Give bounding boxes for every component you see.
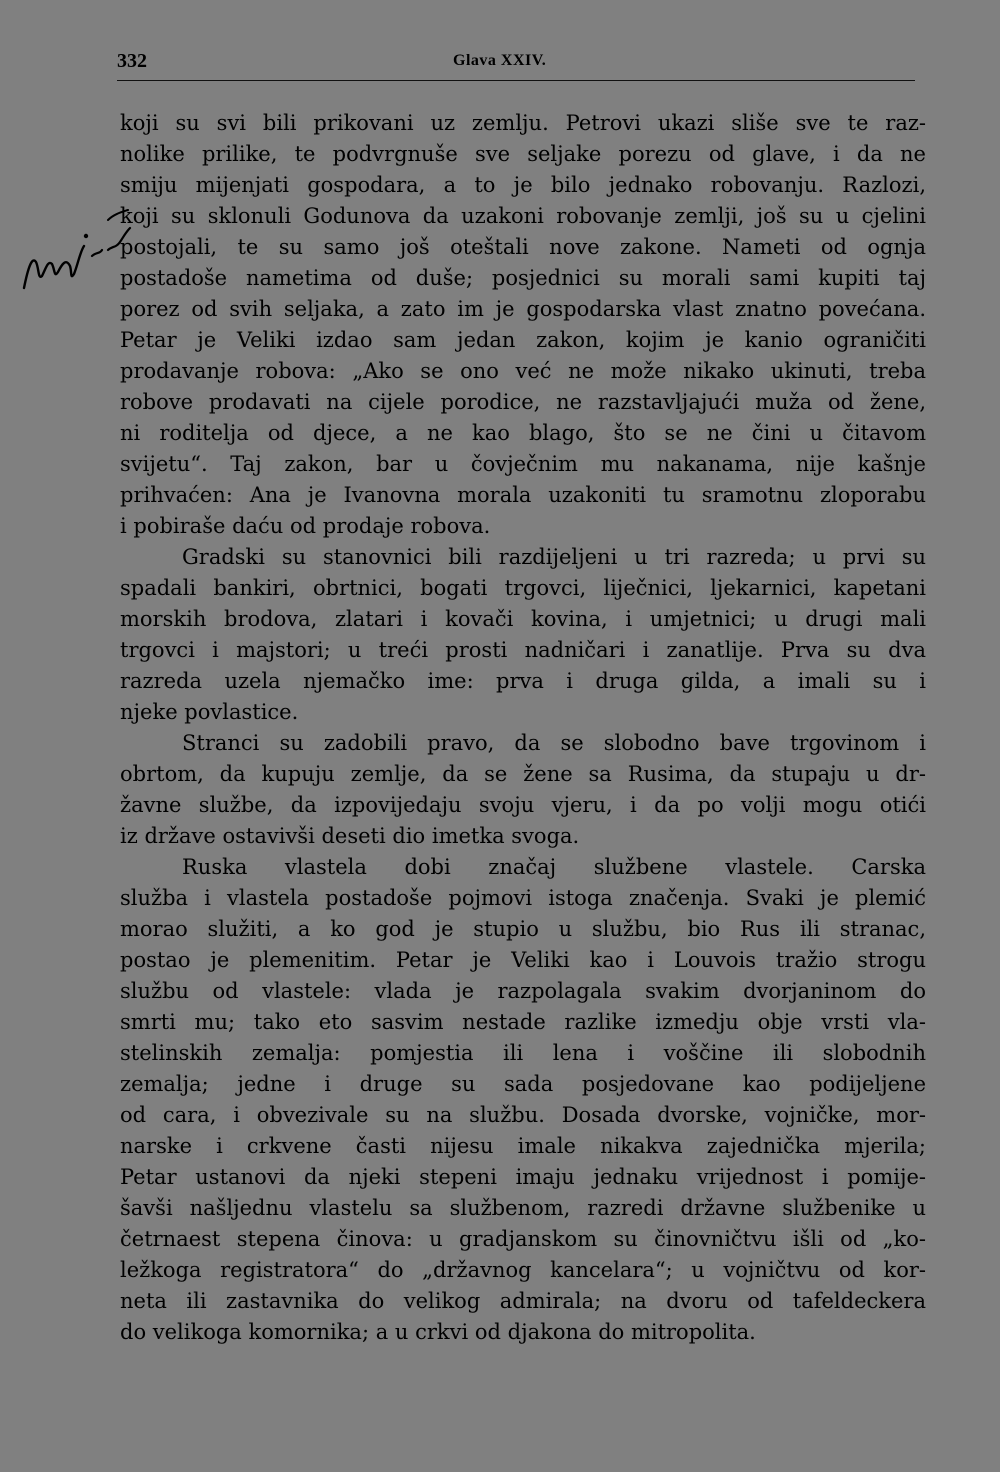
body-text [120, 108, 926, 1348]
text-line: obrtom, da kupuju zemlje, da se žene sa Rusima, da stupaju u dr- [120, 762, 926, 786]
text-line: službu od vlastele: vlada je razpolagala svakim dvorjaninom do [120, 979, 926, 1003]
page-number: 332 [117, 50, 147, 72]
text-line: postao je plemenitim. Petar je Veliki kao i Louvois tražio strogu [120, 948, 926, 972]
text-line: šavši našljednu vlastelu sa službenom, razredi državne službenike u [120, 1196, 926, 1220]
text-line: Petar ustanovi da njeki stepeni imaju jednaku vrijednost i pomije- [120, 1165, 926, 1189]
text-line: Petar je Veliki izdao sam jedan zakon, kojim je kanio ograničiti [120, 328, 926, 352]
text-line: narske i crkvene časti nijesu imale nikakva zajednička mjerila; [120, 1134, 926, 1158]
text-line: smrti mu; tako eto sasvim nestade razlike izmedju obje vrsti vla- [120, 1010, 926, 1034]
text-line: trgovci i majstori; u treći prosti nadničari i zanatlije. Prva su dva [120, 638, 926, 662]
text-line: Stranci su zadobili pravo, da se slobodno bave trgovinom i [182, 731, 926, 755]
text-line: stelinskih zemalja: pomjestia ili lena i voščine ili slobodnih [120, 1041, 926, 1065]
text-line: prihvaćen: Ana je Ivanovna morala uzakoniti tu sramotnu zloporabu [120, 483, 926, 507]
text-line: morskih brodova, zlatari i kovači kovina, i umjetnici; u drugi mali [120, 607, 926, 631]
text-line: Gradski su stanovnici bili razdijeljeni u tri razreda; u prvi su [182, 545, 926, 569]
text-line: četrnaest stepena činova: u gradjanskom su činovničtvu išli od „ko- [120, 1227, 926, 1251]
text-line: ležkoga registratora“ do „državnog kancelara“; u vojničtvu od kor- [120, 1258, 926, 1282]
running-head: Glava XXIV. [453, 52, 547, 69]
text-line: njeke povlastice. [120, 700, 299, 724]
text-line: morao služiti, a ko god je stupio u službu, bio Rus ili stranac, [120, 917, 926, 941]
text-line: postadoše nametima od duše; posjednici su morali sami kupiti taj [120, 266, 926, 290]
text-line: razreda uzela njemačko ime: prva i druga gilda, a imali su i [120, 669, 926, 693]
text-line: porez od svih seljaka, a zato im je gospodarska vlast znatno povećana. [120, 297, 926, 321]
text-line: ni roditelja od djece, a ne kao blago, što se ne čini u čitavom [120, 421, 926, 445]
text-line: Ruska vlastela dobi značaj službene vlastele. Carska [182, 855, 926, 879]
text-line: koji su sklonuli Godunova da uzakoni robovanje zemlji, još su u cjelini [120, 204, 926, 228]
page-header [117, 50, 917, 84]
text-line: robove prodavati na cijele porodice, ne razstavljajući muža od žene, [120, 390, 926, 414]
text-line: žavne službe, da izpovijedaju svoju vjeru, i da po volji mogu otići [120, 793, 926, 817]
text-line: iz države ostavivši deseti dio imetka svoga. [120, 824, 580, 848]
text-line: prodavanje robova: „Ako se ono već ne može nikako ukinuti, treba [120, 359, 926, 383]
header-rule [117, 80, 915, 81]
text-line: svijetu“. Taj zakon, bar u čovječnim mu nakanama, nije kašnje [120, 452, 926, 476]
text-line: smiju mijenjati gospodara, a to je bilo jednako robovanju. Razlozi, [120, 173, 926, 197]
text-line: nolike prilike, te podvrgnuše sve seljake porezu od glave, i da ne [120, 142, 926, 166]
text-line: služba i vlastela postadoše pojmovi istoga značenja. Svaki je plemić [120, 886, 926, 910]
text-line: koji su svi bili prikovani uz zemlju. Petrovi ukazi sliše sve te raz- [120, 111, 926, 135]
text-line: zemalja; jedne i druge su sada posjedovane kao podijeljene [120, 1072, 926, 1096]
text-line: do velikoga komornika; a u crkvi od djakona do mitropolita. [120, 1320, 756, 1344]
text-line: neta ili zastavnika do velikog admirala; na dvoru od tafeldeckera [120, 1289, 926, 1313]
text-line: i pobiraše daću od prodaje robova. [120, 514, 491, 538]
text-line: od cara, i obvezivale su na službu. Dosada dvorske, vojničke, mor- [120, 1103, 926, 1127]
text-line: spadali bankiri, obrtnici, bogati trgovci, liječnici, ljekarnici, kapetani [120, 576, 926, 600]
text-line: postojali, te su samo još oteštali nove zakone. Nameti od ognja [120, 235, 926, 259]
